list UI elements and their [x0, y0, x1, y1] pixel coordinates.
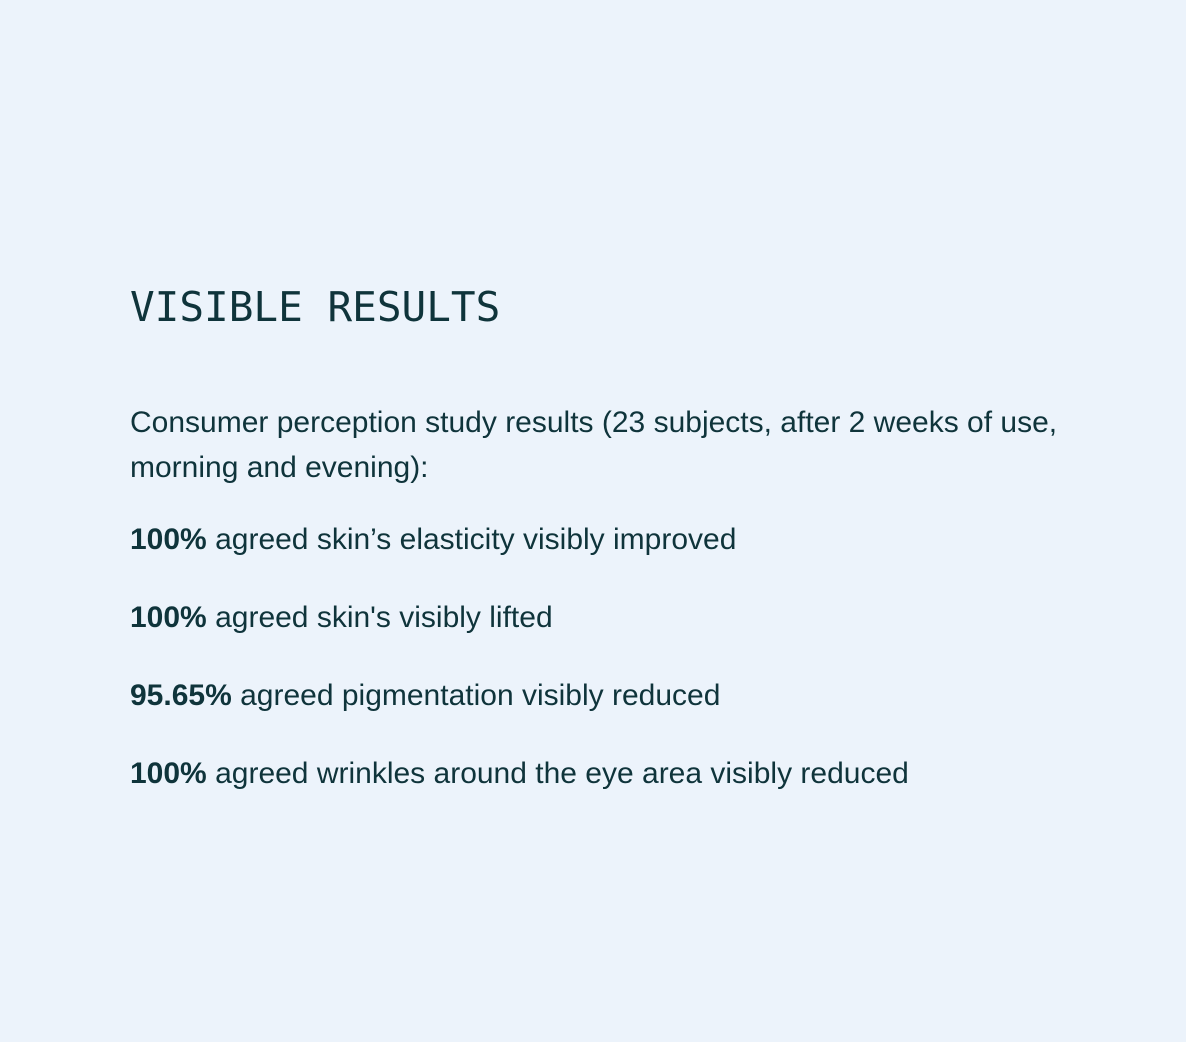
result-description: agreed pigmentation visibly reduced — [240, 679, 721, 712]
result-item — [130, 601, 1090, 635]
result-description: agreed skin’s elasticity visibly improved — [215, 523, 737, 556]
result-item — [130, 757, 1090, 791]
result-percentage: 100% — [130, 523, 207, 556]
section-title: VISIBLE RESULTS — [130, 283, 501, 331]
results-list — [130, 523, 1090, 791]
result-item — [130, 679, 1090, 713]
result-description: agreed wrinkles around the eye area visibly reduced — [215, 757, 909, 790]
result-item — [130, 523, 1090, 557]
visible-results-section — [130, 280, 1090, 835]
result-description: agreed skin's visibly lifted — [215, 601, 553, 634]
result-percentage: 100% — [130, 601, 207, 634]
result-percentage: 95.65% — [130, 679, 232, 712]
result-percentage: 100% — [130, 757, 207, 790]
study-intro-text: Consumer perception study results (23 subjects, after 2 weeks of use, morning and evening): — [130, 406, 1058, 484]
